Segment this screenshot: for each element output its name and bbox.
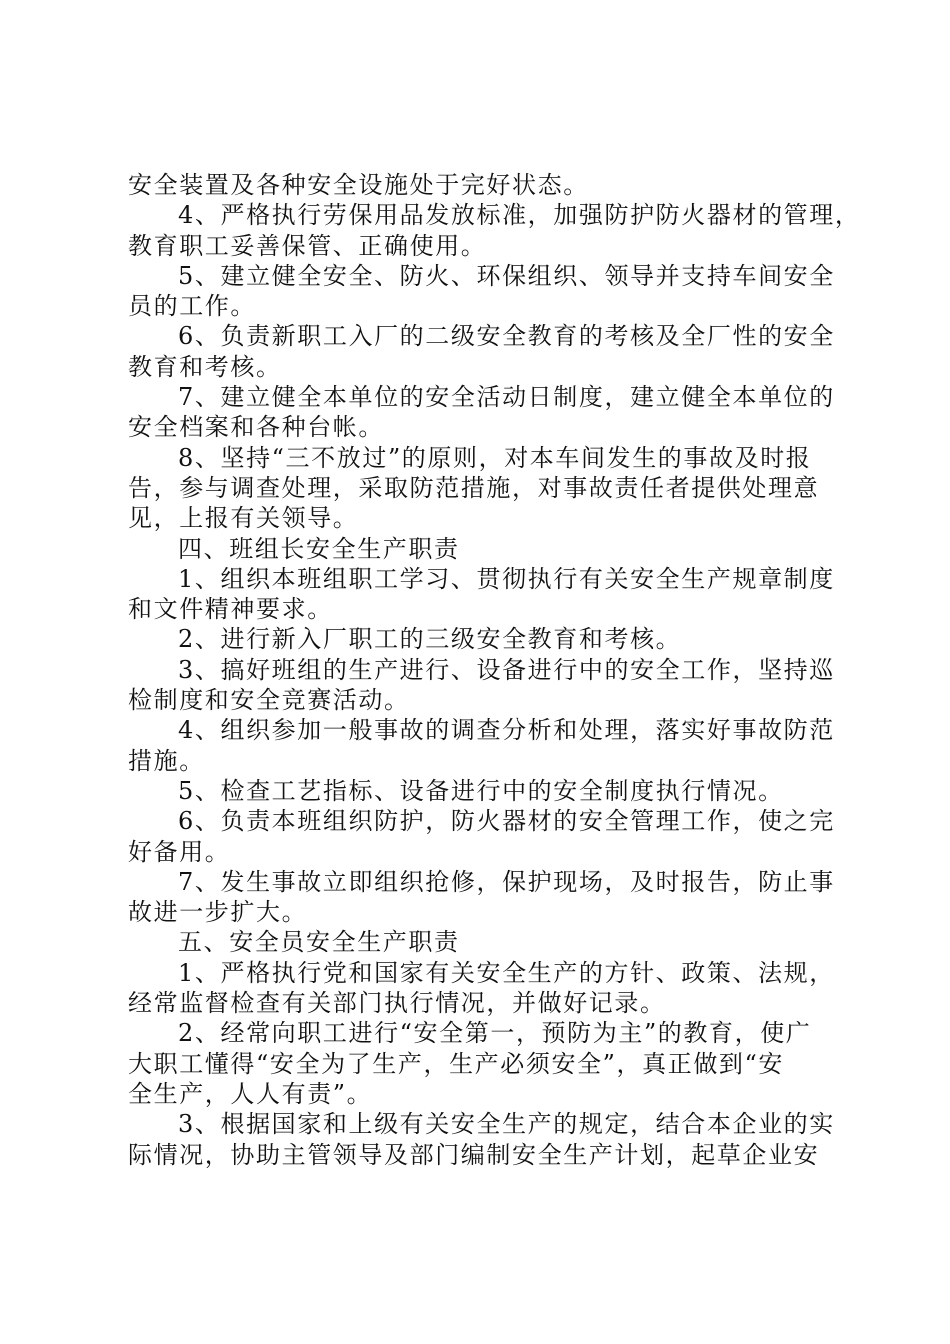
text-line: 大职工懂得“安全为了生产，生产必须安全”，真正做到“安	[128, 1049, 785, 1078]
text-line: 1、组织本班组职工学习、贯彻执行有关安全生产规章制度	[178, 564, 835, 593]
text-line: 际情况，协助主管领导及部门编制安全生产计划，起草企业安	[128, 1140, 820, 1169]
text-line: 2、经常向职工进行“安全第一，预防为主”的教育，使广	[178, 1019, 812, 1048]
body-text	[128, 170, 861, 1170]
text-line: 3、搞好班组的生产进行、设备进行中的安全工作，坚持巡	[178, 655, 835, 684]
text-line: 3、根据国家和上级有关安全生产的规定，结合本企业的实	[178, 1110, 835, 1139]
text-line: 故进一步扩大。	[128, 898, 308, 927]
text-line: 告，参与调查处理，采取防范措施，对事故责任者提供处理意	[128, 473, 820, 502]
text-line: 员的工作。	[128, 292, 256, 321]
text-line: 教育和考核。	[128, 352, 282, 381]
text-line: 措施。	[128, 746, 205, 775]
text-line: 5、建立健全安全、防火、环保组织、领导并支持车间安全	[178, 261, 835, 290]
text-line: 6、负责新职工入厂的二级安全教育的考核及全厂性的安全	[178, 322, 835, 351]
text-line: 教育职工妥善保管、正确使用。	[128, 231, 487, 260]
text-line: 和文件精神要求。	[128, 595, 333, 624]
document-body	[128, 170, 861, 1170]
section-heading: 四、班组长安全生产职责	[178, 534, 460, 563]
text-line: 2、进行新入厂职工的三级安全教育和考核。	[178, 625, 682, 654]
text-line: 全生产，人人有责”。	[128, 1079, 373, 1108]
text-line: 安全装置及各种安全设施处于完好状态。	[128, 171, 589, 199]
text-line: 经常监督检查有关部门执行情况，并做好记录。	[128, 989, 666, 1018]
text-line: 8、坚持“三不放过”的原则，对本车间发生的事故及时报	[178, 443, 812, 472]
text-line: 1、严格执行党和国家有关安全生产的方针、政策、法规，	[178, 958, 835, 987]
text-line: 安全档案和各种台帐。	[128, 413, 384, 442]
text-line: 好备用。	[128, 837, 231, 866]
text-line: 6、负责本班组织防护，防火器材的安全管理工作，使之完	[178, 807, 835, 836]
text-line: 5、检查工艺指标、设备进行中的安全制度执行情况。	[178, 776, 784, 805]
text-line: 7、发生事故立即组织抢修，保护现场，及时报告，防止事	[178, 867, 835, 896]
text-line: 4、组织参加一般事故的调查分析和处理，落实好事故防范	[178, 716, 835, 745]
text-line: 7、建立健全本单位的安全活动日制度，建立健全本单位的	[178, 383, 835, 412]
section-heading: 五、安全员安全生产职责	[178, 928, 460, 957]
text-line: 4、严格执行劳保用品发放标准，加强防护防火器材的管理，	[178, 201, 861, 230]
text-line: 见，上报有关领导。	[128, 504, 359, 533]
text-line: 检制度和安全竞赛活动。	[128, 686, 410, 715]
